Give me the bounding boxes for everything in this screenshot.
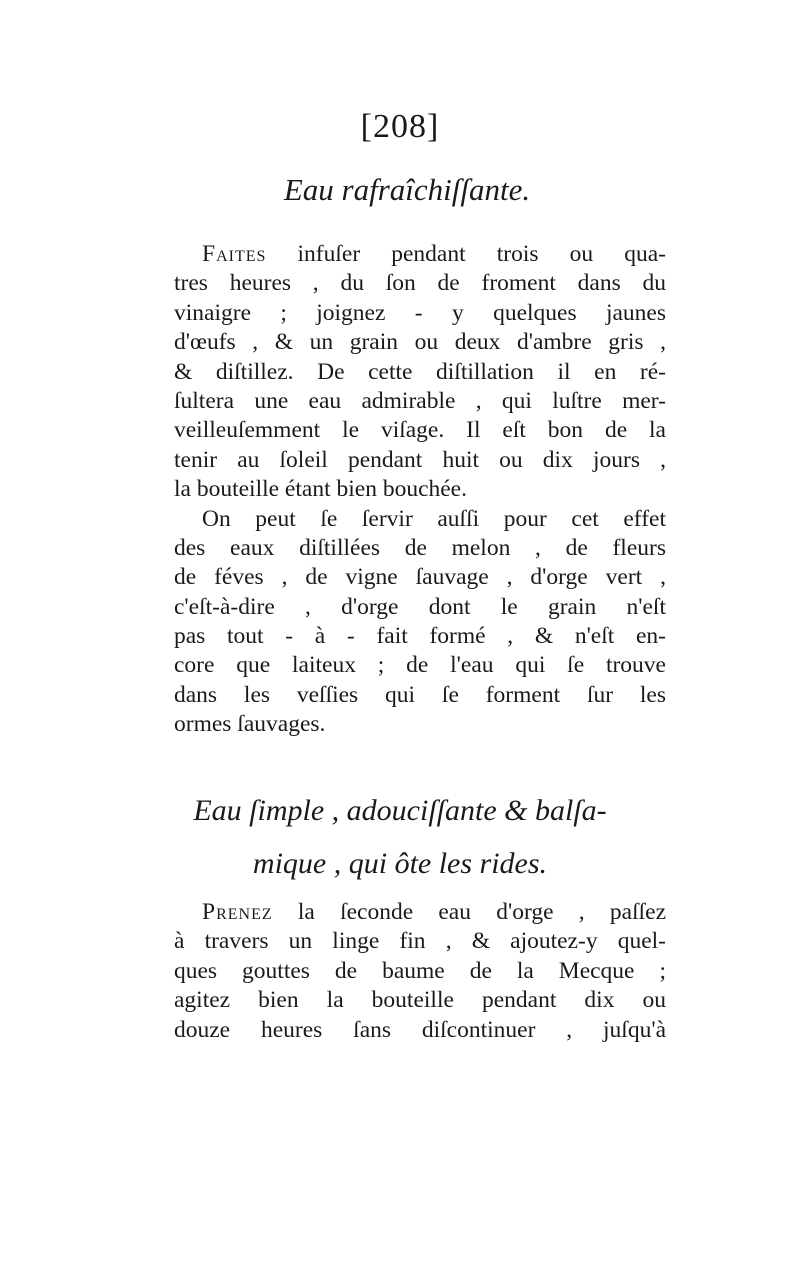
paragraph-line: de féves , de vigne ſauvage , d'orge vert ,	[174, 564, 666, 591]
paragraph-line: On peut ſe ſervir auſſi pour cet effet	[202, 505, 666, 532]
paragraph-line: des eaux diſtillées de melon , de fleurs	[174, 534, 666, 561]
paragraph-line: agitez bien la bouteille pendant dix ou	[174, 987, 666, 1014]
paragraph-line: Faites infuſer pendant trois ou qua-	[202, 241, 666, 267]
paragraph-line: à travers un linge fin , & ajoutez-y quel-	[174, 928, 666, 955]
paragraph-line: vinaigre ; joignez - y quelques jaunes	[174, 299, 666, 326]
section-title-eau-simple	[0, 784, 800, 890]
paragraph-line: d'œufs , & un grain ou deux d'ambre gris ,	[174, 329, 666, 356]
paragraph-line: veilleuſemment le viſage. Il eſt bon de la	[174, 417, 666, 444]
paragraph-line: core que laiteux ; de l'eau qui ſe trouve	[174, 652, 666, 679]
section-body-eau-rafraichissante	[174, 240, 666, 740]
paragraph-line: tres heures , du ſon de froment dans du	[174, 270, 666, 297]
paragraph-line: Prenez la ſeconde eau d'orge , paſſez	[202, 899, 666, 925]
section-title-line: Eau ſimple , adouciſſante & balſa-	[193, 794, 607, 827]
lead-word: Prenez	[202, 899, 273, 925]
paragraph-line: ques gouttes de baume de la Mecque ;	[174, 957, 666, 984]
paragraph-line: ormes ſauvages.	[174, 711, 326, 738]
paragraph-line: la bouteille étant bien bouchée.	[174, 476, 467, 503]
section-title-line: mique , qui ôte les rides.	[252, 847, 548, 880]
paragraph-line: pas tout - à - fait formé , & n'eſt en-	[174, 623, 666, 650]
section-body-eau-simple	[174, 898, 666, 1045]
paragraph-line: ſultera une eau admirable , qui luſtre mer-	[174, 387, 666, 414]
lead-word: Faites	[202, 241, 267, 267]
paragraph-line: c'eſt-à-dire , d'orge dont le grain n'eſt	[174, 593, 666, 620]
paragraph-line: tenir au ſoleil pendant huit ou dix jours ,	[174, 446, 666, 473]
page-number: [208]	[360, 108, 440, 145]
paragraph-line: dans les veſſies qui ſe forment ſur les	[174, 681, 666, 708]
paragraph-line: douze heures ſans diſcontinuer , juſqu'à	[174, 1016, 666, 1043]
section-title-eau-rafraichissante: Eau rafraîchiſſante.	[283, 172, 531, 207]
paragraph-line: & diſtillez. De cette diſtillation il en ré-	[174, 358, 666, 385]
